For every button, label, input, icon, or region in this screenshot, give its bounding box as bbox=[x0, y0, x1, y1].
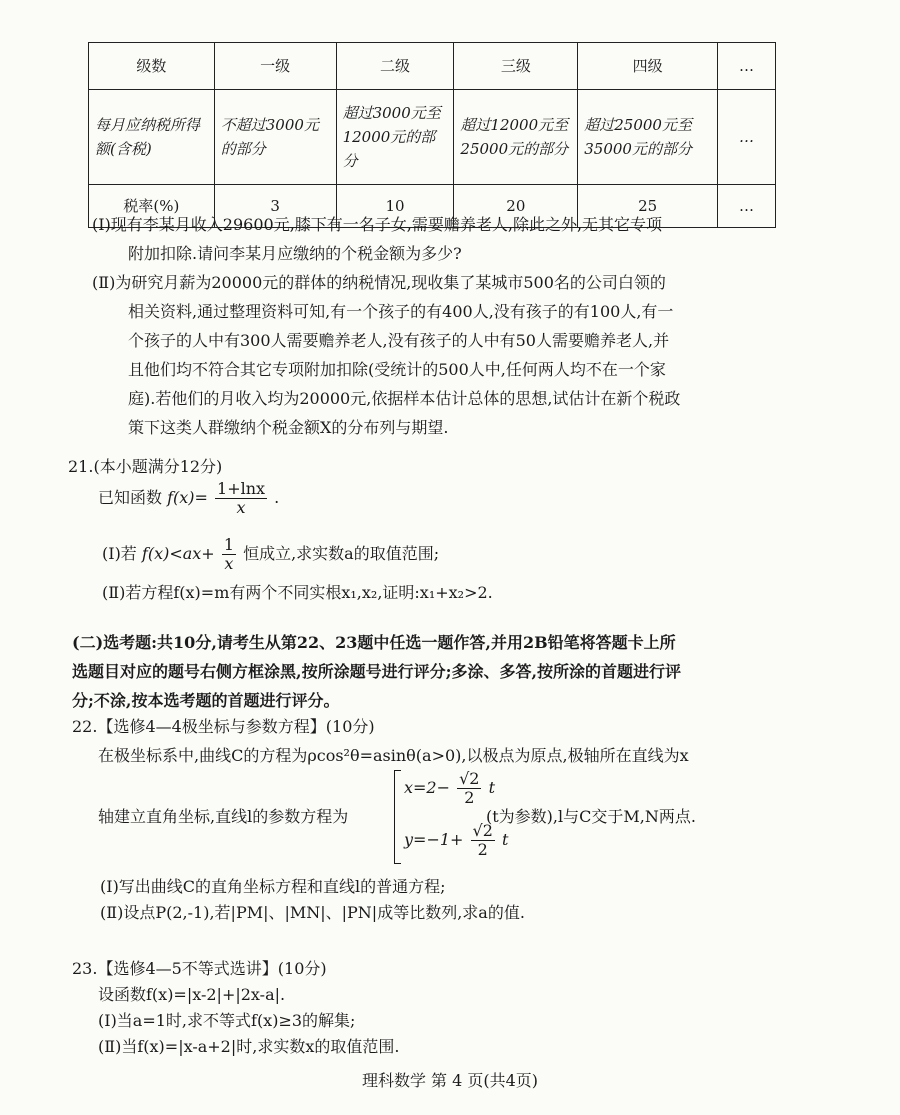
income-label-cell: 每月应纳税所得额(含税) bbox=[89, 90, 215, 185]
q22-line2-prefix: 轴建立直角坐标,直线l的参数方程为 bbox=[98, 807, 349, 826]
eq-lhs: x=2− bbox=[404, 778, 451, 797]
table-header-cell: 三级 bbox=[454, 43, 578, 90]
numerator: √2 bbox=[459, 769, 480, 788]
q22-line2-suffix: (t为参数),l与C交于M,N两点. bbox=[486, 807, 696, 826]
text-line: (二)选考题:共10分,请考生从第22、23题中任选一题作答,并用2B铅笔将答题卡上所 bbox=[72, 633, 676, 652]
q20-part2 bbox=[92, 268, 680, 442]
eq-lhs: y=−1+ bbox=[404, 830, 464, 849]
fraction bbox=[215, 480, 267, 517]
tax-rate-table bbox=[88, 42, 776, 228]
eq-rhs: t bbox=[488, 778, 496, 797]
table-cell: … bbox=[718, 185, 776, 228]
table-header-row bbox=[89, 43, 776, 90]
page-footer: 理科数学 第 4 页(共4页) bbox=[361, 1071, 539, 1090]
eq-rhs: t bbox=[502, 830, 509, 849]
text: 恒成立,求实数a的取值范围; bbox=[243, 544, 440, 563]
denominator: x bbox=[236, 498, 246, 517]
table-cell: 不超过3000元的部分 bbox=[214, 90, 336, 185]
text-line: (Ⅱ)为研究月薪为20000元的群体的纳税情况,现收集了某城市500名的公司白领的 bbox=[92, 273, 666, 292]
q21-given bbox=[98, 480, 279, 517]
table-header-cell: … bbox=[718, 43, 776, 90]
table-header-cell: 四级 bbox=[578, 43, 718, 90]
text-line: 分;不涂,按本选考题的首题进行评分。 bbox=[72, 691, 340, 710]
table-row bbox=[89, 90, 776, 185]
table-cell: 25 bbox=[578, 185, 718, 228]
denominator: 2 bbox=[464, 788, 475, 807]
q23-title: 23.【选修4—5不等式选讲】(10分) bbox=[72, 959, 327, 978]
numerator: 1+lnx bbox=[217, 479, 266, 498]
table-cell: 超过3000元至12000元的部分 bbox=[336, 90, 454, 185]
table-header-cell: 一级 bbox=[214, 43, 336, 90]
q22-title: 22.【选修4—4极坐标与参数方程】(10分) bbox=[72, 717, 375, 736]
table-header-cell: 级数 bbox=[89, 43, 215, 90]
denominator: 2 bbox=[477, 840, 488, 859]
table-cell: 超过12000元至25000元的部分 bbox=[454, 90, 578, 185]
denominator: x bbox=[224, 554, 234, 573]
q23-part1: (Ⅰ)当a=1时,求不等式f(x)≥3的解集; bbox=[98, 1011, 356, 1030]
text: 已知函数 bbox=[98, 488, 163, 507]
text-line: 附加扣除.请问李某月应缴纳的个税金额为多少? bbox=[128, 244, 462, 263]
function-lhs: f(x)= bbox=[167, 488, 208, 507]
numerator: √2 bbox=[472, 821, 493, 840]
table-cell: 超过25000元至35000元的部分 bbox=[578, 90, 718, 185]
q21-title: 21.(本小题满分12分) bbox=[68, 457, 223, 476]
table-cell: … bbox=[718, 90, 776, 185]
q21-part2: (Ⅱ)若方程f(x)=m有两个不同实根x₁,x₂,证明:x₁+x₂>2. bbox=[102, 583, 493, 602]
q23-part2: (Ⅱ)当f(x)=|x-a+2|时,求实数x的取值范围. bbox=[98, 1037, 400, 1056]
q20-part1 bbox=[92, 210, 662, 268]
fraction bbox=[222, 536, 236, 573]
q21-part1 bbox=[102, 536, 439, 573]
param-eq-x bbox=[404, 770, 495, 807]
rate-label-cell: 税率(%) bbox=[89, 185, 215, 228]
q22-part1: (Ⅰ)写出曲线C的直角坐标方程和直线l的普通方程; bbox=[100, 877, 446, 896]
table-cell: 20 bbox=[454, 185, 578, 228]
q23-line1: 设函数f(x)=|x-2|+|2x-a|. bbox=[98, 985, 286, 1004]
text-line: 个孩子的人中有300人需要赡养老人,没有孩子的人中有50人需要赡养老人,并 bbox=[128, 331, 670, 350]
inequality-lhs: f(x)<ax+ bbox=[141, 544, 215, 563]
table-cell: 3 bbox=[214, 185, 336, 228]
table-header-cell: 二级 bbox=[336, 43, 454, 90]
text-line: (Ⅰ)现有李某月收入29600元,膝下有一名子女,需要赡养老人,除此之外,无其它专项 bbox=[92, 215, 663, 234]
text-line: 庭).若他们的月收入均为20000元,依据样本估计总体的思想,试估计在新个税政 bbox=[128, 389, 681, 408]
text: (Ⅰ)若 bbox=[102, 544, 137, 563]
selection-instructions bbox=[72, 628, 681, 715]
table-cell: 10 bbox=[336, 185, 454, 228]
q22-line1: 在极坐标系中,曲线C的方程为ρcos²θ=asinθ(a>0),以极点为原点,极轴所在直线为x bbox=[98, 746, 689, 765]
fraction bbox=[457, 770, 481, 807]
equation-brace bbox=[394, 770, 401, 864]
text-line: 且他们均不符合其它专项附加扣除(受统计的500人中,任何两人均不在一个家 bbox=[128, 360, 666, 379]
numerator: 1 bbox=[223, 535, 234, 554]
text: . bbox=[274, 488, 280, 507]
text-line: 策下这类人群缴纳个税金额X的分布列与期望. bbox=[128, 418, 449, 437]
text-line: 相关资料,通过整理资料可知,有一个孩子的有400人,没有孩子的有100人,有一 bbox=[128, 302, 674, 321]
q22-part2: (Ⅱ)设点P(2,-1),若|PM|、|MN|、|PN|成等比数列,求a的值. bbox=[100, 903, 525, 922]
text-line: 选题目对应的题号右侧方框涂黑,按所涂题号进行评分;多涂、多答,按所涂的首题进行评 bbox=[72, 662, 682, 681]
